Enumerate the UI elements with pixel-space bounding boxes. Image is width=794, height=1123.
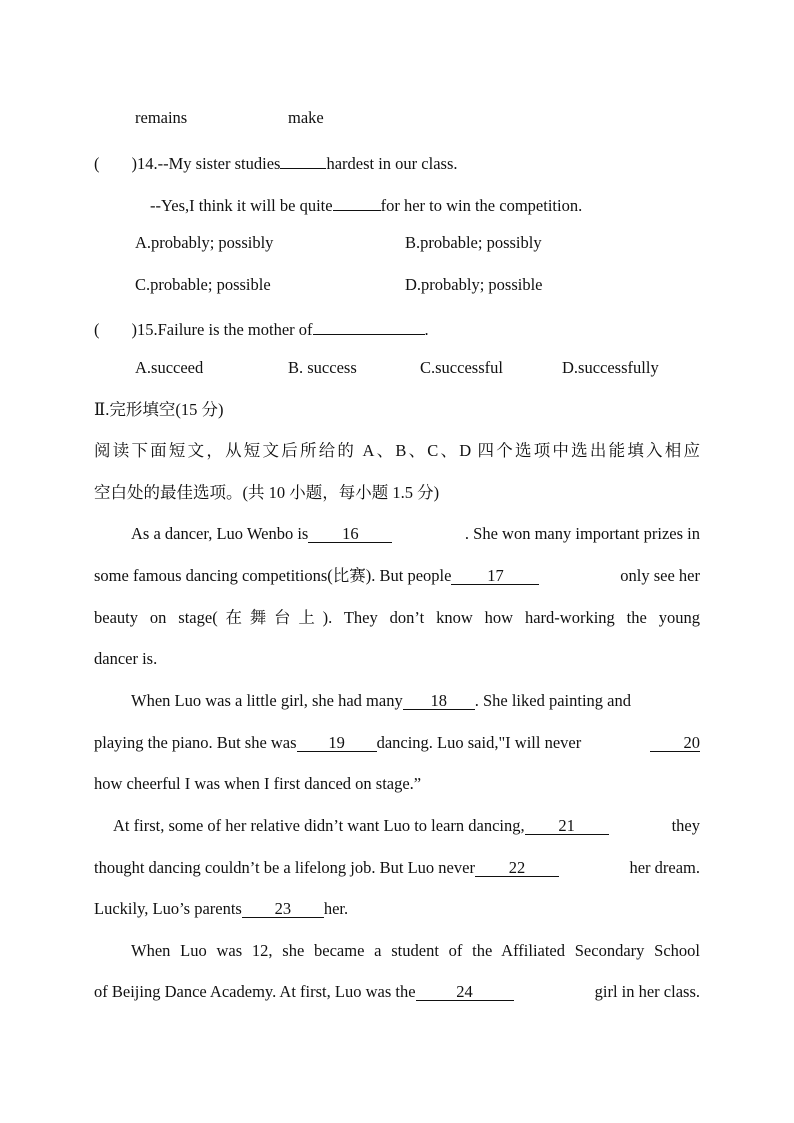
question-15 xyxy=(94,316,429,340)
passage-line xyxy=(131,524,700,544)
question-text: Failure is the mother of xyxy=(157,320,313,339)
passage-text: thought dancing couldn’t be a lifelong job. But Luo never xyxy=(94,858,475,877)
q14-option-b: B.probable; possibly xyxy=(405,233,542,252)
question-14 xyxy=(94,150,458,174)
answer-paren-close: ) xyxy=(131,320,137,339)
option-remains: remains xyxy=(135,108,188,127)
blank-24[interactable]: 24 xyxy=(416,982,514,1001)
passage-text: Luckily, Luo’s parents xyxy=(94,899,242,918)
blank-17[interactable]: 17 xyxy=(451,566,539,585)
section-instruction: 空白处的最佳选项。(共 10 小题，每小题 1.5 分) xyxy=(94,483,440,502)
question-text: --My sister studies xyxy=(157,154,281,173)
passage-line: beauty on stage(在舞台上). They don’t know how hard-working the young xyxy=(94,608,700,627)
blank-18[interactable]: 18 xyxy=(403,691,475,710)
passage-line xyxy=(113,816,700,836)
passage-line xyxy=(94,982,700,1002)
passage-text: When Luo was a little girl, she had many xyxy=(131,691,403,710)
blank-16[interactable]: 16 xyxy=(308,524,392,543)
answer-blank[interactable] xyxy=(280,150,326,169)
passage-line xyxy=(131,691,700,711)
option-make: make xyxy=(288,108,324,127)
passage-text: only see her xyxy=(620,566,700,585)
answer-paren-open: ( xyxy=(94,154,100,173)
passage-line: dancer is. xyxy=(94,649,158,668)
passage-line xyxy=(94,858,700,878)
q15-option-b: B. success xyxy=(288,358,357,377)
passage-text: her. xyxy=(323,899,349,918)
passage-text: At first, some of her relative didn’t want Luo to learn dancing, xyxy=(113,816,525,835)
q15-option-d: D.successfully xyxy=(562,358,659,377)
passage-line xyxy=(94,733,700,753)
q14-option-d: D.probably; possible xyxy=(405,275,543,294)
q15-option-c: C.successful xyxy=(420,358,503,377)
passage-text: playing the piano. But she was xyxy=(94,733,297,752)
question-number: 14. xyxy=(137,154,158,173)
blank-19[interactable]: 19 xyxy=(297,733,377,752)
answer-blank[interactable] xyxy=(333,192,381,211)
passage-line: how cheerful I was when I first danced on stage.” xyxy=(94,774,422,793)
answer-paren-close: ) xyxy=(131,154,137,173)
section-title: Ⅱ.完形填空(15 分) xyxy=(94,400,224,419)
q14-option-c: C.probable; possible xyxy=(135,275,271,294)
passage-text: As a dancer, Luo Wenbo is xyxy=(131,524,309,543)
question-number: 15. xyxy=(137,320,158,339)
question-text: hardest in our class. xyxy=(326,154,458,173)
answer-paren-open: ( xyxy=(94,320,100,339)
blank-22[interactable]: 22 xyxy=(475,858,559,877)
reply-text: for her to win the competition. xyxy=(380,196,583,215)
passage-text: her dream. xyxy=(629,858,700,877)
passage-text: some famous dancing competitions(比赛). But people xyxy=(94,566,452,585)
passage-text: . She liked painting and xyxy=(474,691,631,710)
passage-line xyxy=(94,566,700,586)
q14-option-a: A.probably; possibly xyxy=(135,233,274,252)
answer-blank[interactable] xyxy=(313,316,425,335)
passage-line: When Luo was 12, she became a student of the Affiliated Secondary School xyxy=(131,941,700,960)
passage-line xyxy=(94,899,348,919)
question-text: . xyxy=(424,320,429,339)
passage-text: . She won many important prizes in xyxy=(464,524,700,543)
passage-text: dancing. Luo said,"I will never xyxy=(376,733,582,752)
blank-23[interactable]: 23 xyxy=(242,899,324,918)
passage-text: girl in her class. xyxy=(594,982,700,1001)
q15-option-a: A.succeed xyxy=(135,358,204,377)
passage-text: they xyxy=(671,816,700,835)
passage-text: of Beijing Dance Academy. At first, Luo was the xyxy=(94,982,416,1001)
question-14-reply xyxy=(150,192,582,216)
blank-20[interactable]: 20 xyxy=(650,733,700,752)
blank-21[interactable]: 21 xyxy=(525,816,609,835)
section-instruction: 阅读下面短文，从短文后所给的 A、B、C、D 四个选项中选出能填入相应 xyxy=(94,441,700,460)
reply-text: --Yes,I think it will be quite xyxy=(150,196,333,215)
